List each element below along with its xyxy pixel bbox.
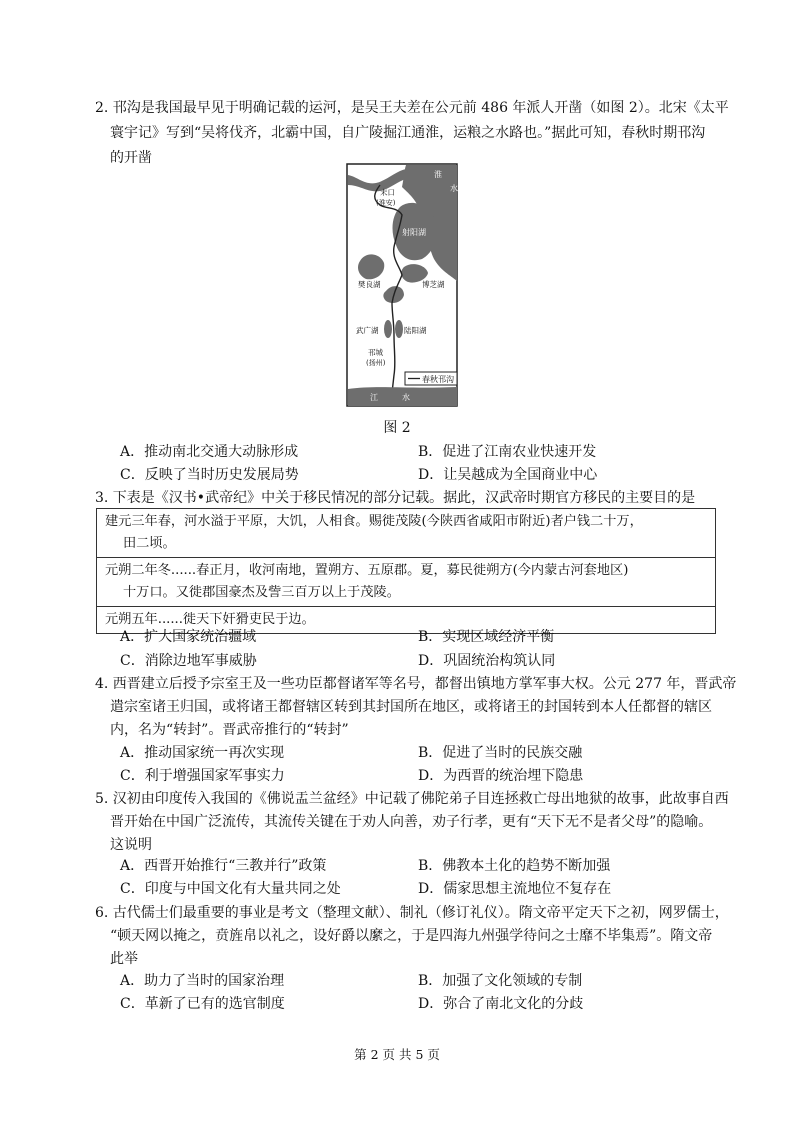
q3-option-b[interactable]: B．实现区域经济平衡 xyxy=(418,629,555,645)
table-cell: 元朔二年冬......春正月，收河南地，置朔方、五原郡。夏，募民徙朔方(今内蒙古河套地区) xyxy=(105,563,629,578)
label-mokou-sub: (淮安) xyxy=(376,199,396,207)
q3-record-table xyxy=(96,508,716,634)
label-wuguang: 武广湖 xyxy=(356,326,379,335)
q2-option-d[interactable]: D．让吴越成为全国商业中心 xyxy=(418,467,598,483)
table-cell: 建元三年春，河水溢于平原，大饥，人相食。赐徙茂陵(今陕西省咸阳市附近)者户钱二十万， xyxy=(105,514,643,529)
q6-option-c[interactable]: C．革新了已有的选官制度 xyxy=(120,996,285,1012)
q6-option-d[interactable]: D．弥合了南北文化的分歧 xyxy=(418,996,584,1012)
q4-option-b[interactable]: B．促进了当时的民族交融 xyxy=(418,745,583,761)
label-hancheng-sub: (扬州) xyxy=(366,359,386,367)
table-cell-cont: 十万口。又徙郡国豪杰及訾三百万以上于茂陵。 xyxy=(123,585,400,600)
q2-option-c[interactable]: C．反映了当时历史发展局势 xyxy=(120,467,299,483)
q5-option-c[interactable]: C．印度与中国文化有大量共同之处 xyxy=(120,881,341,897)
q4-stem-line2: 遣宗室诸王归国，或将诸王都督辖区转到其封国所在地区，或将诸王的封国转到本人任都督的辖区 xyxy=(110,699,712,715)
q6-stem-line1: 6. 古代儒士们最重要的事业是考文（整理文献）、制礼（修订礼仪）。隋文帝平定天下之初，网罗儒士， xyxy=(95,905,729,921)
q2-option-a[interactable]: A．推动南北交通大动脉形成 xyxy=(120,444,299,460)
label-huai-1: 淮 xyxy=(434,170,442,179)
q4-option-a[interactable]: A．推动国家统一再次实现 xyxy=(120,745,285,761)
q5-option-a[interactable]: A．西晋开始推行“三教并行”政策 xyxy=(120,858,327,874)
q6-stem-line2: “顿天网以掩之，贲旌帛以礼之，设好爵以縻之，于是四海九州强学待问之士靡不毕集焉”。隋文帝 xyxy=(110,928,713,944)
q3-option-d[interactable]: D．巩固统治构筑认同 xyxy=(418,653,556,669)
label-luyang: 陆阳湖 xyxy=(404,326,427,335)
table-cell: 元朔五年......徙天下奸猾吏民于边。 xyxy=(105,612,315,627)
label-sheyang: 射阳湖 xyxy=(402,228,426,237)
q6-stem-line3: 此举 xyxy=(110,951,138,967)
q4-option-c[interactable]: C．利于增强国家军事实力 xyxy=(120,768,285,784)
q5-option-d[interactable]: D．儒家思想主流地位不复存在 xyxy=(418,881,612,897)
label-jiang-2: 水 xyxy=(402,393,410,402)
q5-stem-line2: 晋开始在中国广泛流传，其流传关键在于劝人向善，劝子行孝，更有“天下无不是者父母”的隐喻。 xyxy=(110,814,713,830)
q2-stem-line2: 寰宇记》写到“吴将伐齐，北霸中国，自广陵掘江通淮，运粮之水路也。”据此可知，春秋时期邗沟 xyxy=(110,125,706,141)
q4-stem-line1: 4. 西晋建立后授予宗室王及一些功臣都督诸军等名号，都督出镇地方掌军事大权。公元 277 年，晋武帝 xyxy=(95,676,737,692)
q3-stem: 3. 下表是《汉书•武帝纪》中关于移民情况的部分记载。据此，汉武帝时期官方移民的主要目的是 xyxy=(95,490,696,506)
q4-stem-line3: 内，名为“转封”。晋武帝推行的“转封” xyxy=(110,722,349,738)
table-row xyxy=(97,509,715,558)
q5-option-b[interactable]: B．佛教本土化的趋势不断加强 xyxy=(418,858,611,874)
q5-stem-line3: 这说明 xyxy=(110,837,152,853)
q6-option-b[interactable]: B．加强了文化领域的专制 xyxy=(418,973,583,989)
label-hancheng: 邗城 xyxy=(368,348,383,357)
label-jiang-1: 江 xyxy=(370,393,378,402)
q2-stem-line3: 的开凿 xyxy=(110,150,152,166)
q3-option-c[interactable]: C．消除边地军事威胁 xyxy=(120,653,257,669)
label-huai-2: 水 xyxy=(450,184,458,193)
table-row xyxy=(97,558,715,607)
table-cell-cont: 田二顷。 xyxy=(123,536,176,551)
figure-caption: 图 2 xyxy=(383,420,411,436)
wuguang-lake xyxy=(384,320,392,338)
q6-option-a[interactable]: A．助力了当时的国家治理 xyxy=(120,973,285,989)
q5-stem-line1: 5. 汉初由印度传入我国的《佛说盂兰盆经》中记载了佛陀弟子目连拯救亡母出地狱的故事，此故事自西 xyxy=(95,791,729,807)
luyang-lake xyxy=(395,320,403,338)
hangou-map xyxy=(346,163,458,407)
label-bozhi: 博芝湖 xyxy=(422,280,445,289)
label-mokou: 末口 xyxy=(380,188,395,197)
q4-option-d[interactable]: D．为西晋的统治埋下隐患 xyxy=(418,768,584,784)
label-fanliang: 樊良湖 xyxy=(358,280,381,289)
q2-option-b[interactable]: B．促进了江南农业快速开发 xyxy=(418,444,597,460)
page-footer: 第 2 页 共 5 页 xyxy=(354,1047,440,1062)
q2-stem-line1: 2. 邗沟是我国最早见于明确记载的运河，是吴王夫差在公元前 486 年派人开凿（如图 2）。北宋《太平 xyxy=(95,100,729,116)
q3-option-a[interactable]: A．扩大国家统治疆域 xyxy=(120,629,257,645)
legend-label: 春秋邗沟 xyxy=(422,375,454,384)
